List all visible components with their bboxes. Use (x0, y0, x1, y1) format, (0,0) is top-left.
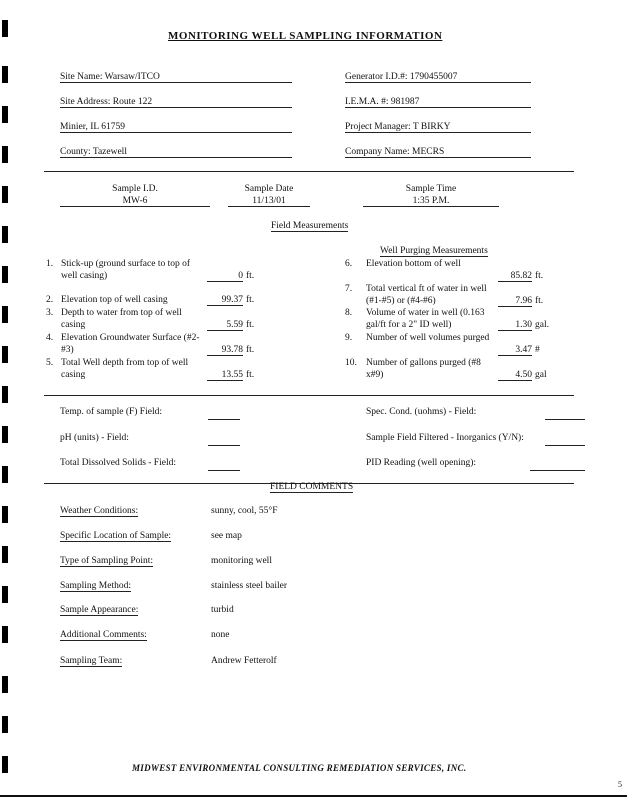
binding-mark (2, 756, 8, 773)
generator-id-field: Generator I.D.#: 1790455007 (345, 72, 531, 83)
divider (44, 171, 574, 172)
item-label: Elevation bottom of well (366, 259, 461, 269)
sample-id-label: Sample I.D. (112, 184, 158, 194)
comment-value: stainless steel bailer (211, 581, 287, 591)
item-label-cont: casing (61, 320, 86, 330)
item-label: Volume of water in well (0.163 (366, 308, 485, 318)
field-comments-heading: FIELD COMMENTS (270, 482, 354, 492)
item-label: Number of well volumes purged (366, 333, 490, 343)
sample-date-label: Sample Date (244, 184, 294, 194)
binding-mark (2, 626, 8, 643)
binding-mark (2, 106, 8, 123)
well-purging-heading: Well Purging Measurements (380, 246, 488, 256)
comment-label: Sampling Method: (60, 581, 131, 591)
field-filtered-label: Sample Field Filtered - Inorganics (Y/N): (366, 433, 524, 443)
item-label: Total Well depth from top of well (61, 358, 189, 368)
item-number: 5. (46, 358, 54, 368)
comment-value: sunny, cool, 55°F (211, 506, 278, 516)
comment-value: Andrew Fetterolf (211, 656, 277, 666)
divider (44, 395, 574, 396)
binding-mark (2, 20, 8, 37)
county-field: County: Tazewell (60, 147, 292, 158)
item-label-cont: casing (61, 370, 86, 380)
sample-id-value: MW-6 (60, 196, 210, 207)
binding-mark (2, 546, 8, 563)
item-label: Total vertical ft of water in well (366, 284, 487, 294)
item-number: 10. (345, 358, 357, 368)
pid-label: PID Reading (well opening): (366, 458, 477, 468)
item-unit: gal (535, 370, 547, 380)
item-label-cont: (#1-#5) or (#4-#6) (366, 296, 436, 306)
item-unit: gal. (535, 320, 549, 330)
comment-label: Specific Location of Sample: (60, 531, 172, 541)
item-value: 85.82 (498, 271, 532, 282)
binding-mark (2, 346, 8, 363)
binding-mark (2, 66, 8, 83)
item-number: 2. (46, 295, 54, 305)
item-number: 1. (46, 259, 54, 269)
comment-value: monitoring well (211, 556, 272, 566)
tds-blank (208, 470, 240, 471)
binding-mark (2, 426, 8, 443)
binding-mark (2, 306, 8, 323)
comment-label: Sample Appearance: (60, 605, 139, 615)
page-mark: 5 (618, 780, 622, 789)
spec-cond-blank (545, 419, 585, 420)
comment-value: see map (211, 531, 242, 541)
item-label-cont: gal/ft for a 2" ID well) (366, 320, 452, 330)
comment-label: Sampling Team: (60, 656, 123, 666)
item-number: 4. (46, 333, 54, 343)
binding-mark (2, 226, 8, 243)
binding-mark (2, 676, 8, 693)
item-number: 7. (345, 284, 353, 294)
ph-label: pH (units) - Field: (60, 433, 129, 443)
page-bottom-edge (0, 795, 627, 797)
item-value: 4.50 (498, 370, 532, 381)
item-unit: ft. (535, 296, 544, 306)
comment-value: turbid (211, 605, 234, 615)
item-label: Depth to water from top of well (61, 308, 182, 318)
spec-cond-label: Spec. Cond. (uohms) - Field: (366, 407, 477, 417)
item-value: 99.37 (207, 295, 243, 306)
temp-blank (208, 419, 240, 420)
item-label: Stick-up (ground surface to top of (61, 259, 191, 269)
item-number: 3. (46, 308, 54, 318)
item-value: 5.59 (207, 320, 243, 331)
site-name-field: Site Name: Warsaw/ITCO (60, 72, 292, 83)
item-number: 9. (345, 333, 353, 343)
binding-mark (2, 716, 8, 733)
item-unit: ft. (535, 271, 544, 281)
item-value: 93.78 (207, 345, 243, 356)
field-measurements-heading: Field Measurements (271, 221, 349, 231)
iema-field: I.E.M.A. #: 981987 (345, 97, 531, 108)
item-number: 6. (345, 259, 353, 269)
item-unit: ft. (246, 271, 255, 281)
comment-label: Type of Sampling Point: (60, 556, 154, 566)
item-label: Elevation top of well casing (61, 295, 168, 305)
binding-mark (2, 466, 8, 483)
comment-value: none (211, 630, 230, 640)
item-label-cont: x#9) (366, 370, 384, 380)
item-unit: ft. (246, 370, 255, 380)
item-value: 3.47 (498, 345, 532, 356)
city-field: Minier, IL 61759 (60, 122, 292, 133)
company-footer: MIDWEST ENVIRONMENTAL CONSULTING REMEDIATION SERVICES, INC. (132, 763, 467, 773)
field-filtered-blank (545, 445, 585, 446)
item-value: 0 (207, 271, 243, 282)
comment-label: Additional Comments: (60, 630, 147, 640)
site-address-field: Site Address: Route 122 (60, 97, 292, 108)
binding-mark (2, 506, 8, 523)
binding-mark (2, 586, 8, 603)
ph-blank (208, 445, 240, 446)
form-title: MONITORING WELL SAMPLING INFORMATION (168, 30, 443, 42)
comment-label: Weather Conditions: (60, 506, 139, 516)
binding-mark (2, 266, 8, 283)
tds-label: Total Dissolved Solids - Field: (60, 458, 176, 468)
binding-mark (2, 386, 8, 403)
binding-mark (2, 186, 8, 203)
item-value: 7.96 (498, 296, 532, 307)
sample-date-value: 11/13/01 (228, 196, 310, 207)
item-label: Number of gallons purged (#8 (366, 358, 481, 368)
pid-blank (530, 470, 585, 471)
item-label-cont: #3) (61, 345, 74, 355)
item-unit: ft. (246, 295, 255, 305)
sample-time-label: Sample Time (405, 184, 457, 194)
item-unit: # (535, 345, 540, 355)
item-unit: ft. (246, 345, 255, 355)
project-manager-field: Project Manager: T BIRKY (345, 122, 531, 133)
item-label-cont: well casing) (61, 271, 108, 281)
item-unit: ft. (246, 320, 255, 330)
item-value: 13.55 (207, 370, 243, 381)
temp-label: Temp. of sample (F) Field: (60, 407, 162, 417)
item-label: Elevation Groundwater Surface (#2- (61, 333, 200, 343)
company-name-field: Company Name: MECRS (345, 147, 531, 158)
sample-time-value: 1:35 P.M. (363, 196, 499, 207)
item-number: 8. (345, 308, 353, 318)
binding-mark (2, 146, 8, 163)
item-value: 1.30 (498, 320, 532, 331)
